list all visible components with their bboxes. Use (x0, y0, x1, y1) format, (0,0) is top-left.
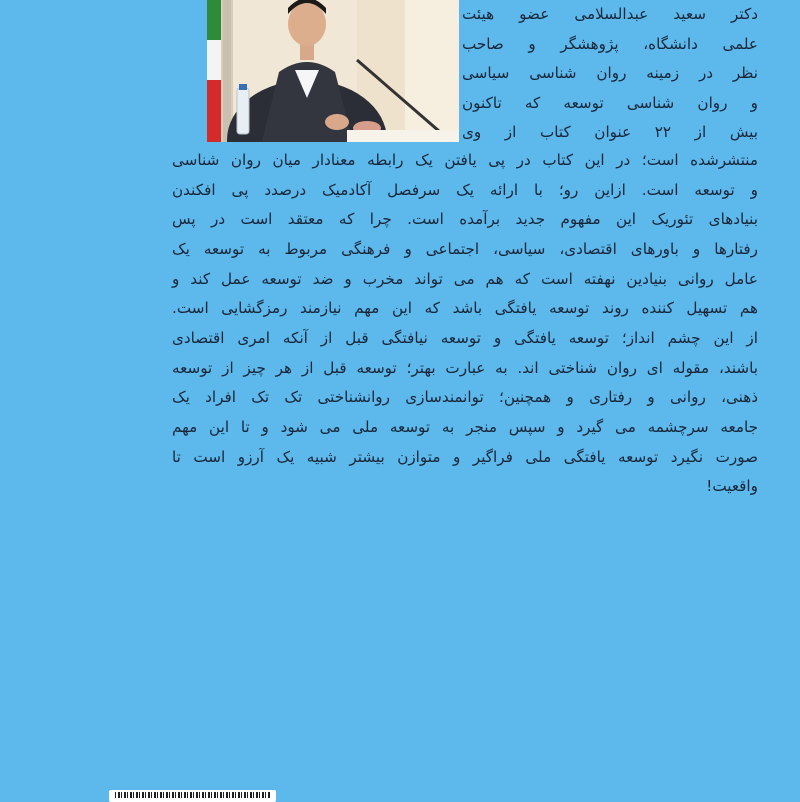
intro-line: و روان شناسی توسعه که تاکنون (462, 93, 758, 112)
intro-line: دکتر سعید عبدالسلامی عضو هیئت (462, 5, 758, 23)
barcode (109, 790, 276, 802)
description-line: ذهنی، روانی و رفتاری و همچنین؛ توانمندسازی روانشناختی تک تک افراد یک (172, 388, 758, 407)
description-line: بنیادهای تئوریک این مفهوم جدید برآمده است. چرا که معتقد است در پس (172, 210, 758, 229)
intro-line: بیش از ۲۲ عنوان کتاب از وی (462, 123, 758, 142)
description-line: منتشرشده است؛ در این کتاب در پی یافتن یک رابطه معنادار میان روان شناسی (172, 151, 758, 169)
description-line: و توسعه است. ازاین رو؛ با ارائه یک سرفصل آکادمیک درصدد پی افکندن (172, 180, 758, 199)
description-line: واقعیت! (706, 477, 758, 496)
description-line: باشند، مقوله ای روان شناختی اند. به عبارت بهتر؛ توسعه قبل از هر چیز از توسعه (172, 358, 758, 377)
description-line: عامل روانی بنیادین نهفته است که هم می تواند مخرب و ضد توسعه عمل کند و (172, 269, 758, 288)
intro-line: علمی دانشگاه، پژوهشگر و صاحب (462, 34, 758, 53)
author-photo (207, 0, 459, 142)
author-intro (462, 0, 758, 148)
intro-line: نظر در زمینه روان شناسی سیاسی (462, 64, 758, 83)
description-line: هم تسهیل کننده روند توسعه یافتگی باشد که این مهم نیازمند رمزگشایی است. (172, 299, 758, 318)
book-description (172, 146, 758, 502)
description-line: جامعه سرچشمه می گیرد و سپس منجر به توسعه ملی می شود و تا این مهم (172, 417, 758, 436)
barcode-bars (115, 792, 270, 798)
description-line: رفتارها و باورهای اقتصادی، سیاسی، اجتماعی و فرهنگی مربوط به توسعه یک (172, 239, 758, 258)
description-line: از این چشم انداز؛ توسعه یافتگی و توسعه نیافتگی قبل از آنکه امری اقتصادی (172, 328, 758, 347)
description-line: صورت نگیرد توسعه یافتگی ملی فراگیر و متوازن بیشتر شبیه یک آرزو است تا (172, 447, 758, 466)
